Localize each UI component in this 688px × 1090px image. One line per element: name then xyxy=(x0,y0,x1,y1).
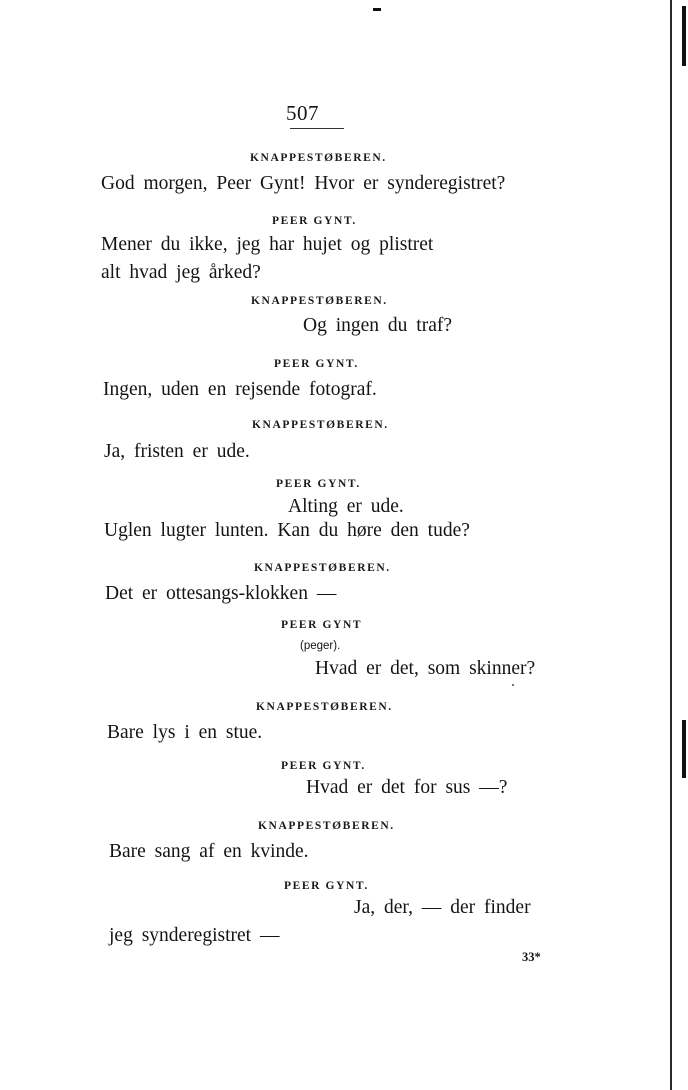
verse-line: Hvad er det for sus —? xyxy=(306,777,508,798)
page-number-underline xyxy=(290,128,344,129)
verse-line: Bare lys i en stue. xyxy=(107,722,263,743)
speaker-name: PEER GYNT. xyxy=(276,478,361,490)
speaker-name: KNAPPESTØBEREN. xyxy=(250,152,387,164)
speaker-name: KNAPPESTØBEREN. xyxy=(254,562,391,574)
speaker-name: KNAPPESTØBEREN. xyxy=(258,820,395,832)
verse-line: Alting er ude. xyxy=(288,496,404,517)
verse-line: Og ingen du traf? xyxy=(303,315,452,336)
scan-edge-mark xyxy=(682,720,686,778)
verse-line: Ingen, uden en rejsende fotograf. xyxy=(103,379,377,400)
signature-mark: 33* xyxy=(522,950,541,964)
speaker-name: PEER GYNT. xyxy=(284,880,369,892)
verse-line: Ja, fristen er ude. xyxy=(104,441,250,462)
speaker-name: PEER GYNT. xyxy=(272,215,357,227)
verse-line: Det er ottesangs-klokken — xyxy=(105,583,337,604)
speaker-name: PEER GYNT xyxy=(281,619,363,631)
speaker-name: KNAPPESTØBEREN. xyxy=(252,419,389,431)
stage-direction: (peger). xyxy=(300,640,341,652)
verse-line: jeg synderegistret — xyxy=(109,925,280,946)
verse-line: Mener du ikke, jeg har hujet og plistret xyxy=(101,234,434,255)
scan-edge-mark xyxy=(682,6,686,66)
speaker-name: PEER GYNT. xyxy=(274,358,359,370)
verse-line: Hvad er det, som skinner? xyxy=(315,658,536,679)
verse-line: Uglen lugter lunten. Kan du høre den tude? xyxy=(104,520,470,541)
page-edge xyxy=(670,0,672,1090)
speaker-name: KNAPPESTØBEREN. xyxy=(251,295,388,307)
speaker-name: PEER GYNT. xyxy=(281,760,366,772)
ink-speck xyxy=(512,684,514,686)
page-number: 507 xyxy=(286,101,319,125)
speaker-name: KNAPPESTØBEREN. xyxy=(256,701,393,713)
verse-line: Bare sang af en kvinde. xyxy=(109,841,309,862)
verse-line: God morgen, Peer Gynt! Hvor er synderegistret? xyxy=(101,173,506,194)
verse-line: Ja, der, — der finder xyxy=(354,897,531,918)
verse-line: alt hvad jeg årked? xyxy=(101,262,261,283)
scan-mark xyxy=(373,8,381,11)
